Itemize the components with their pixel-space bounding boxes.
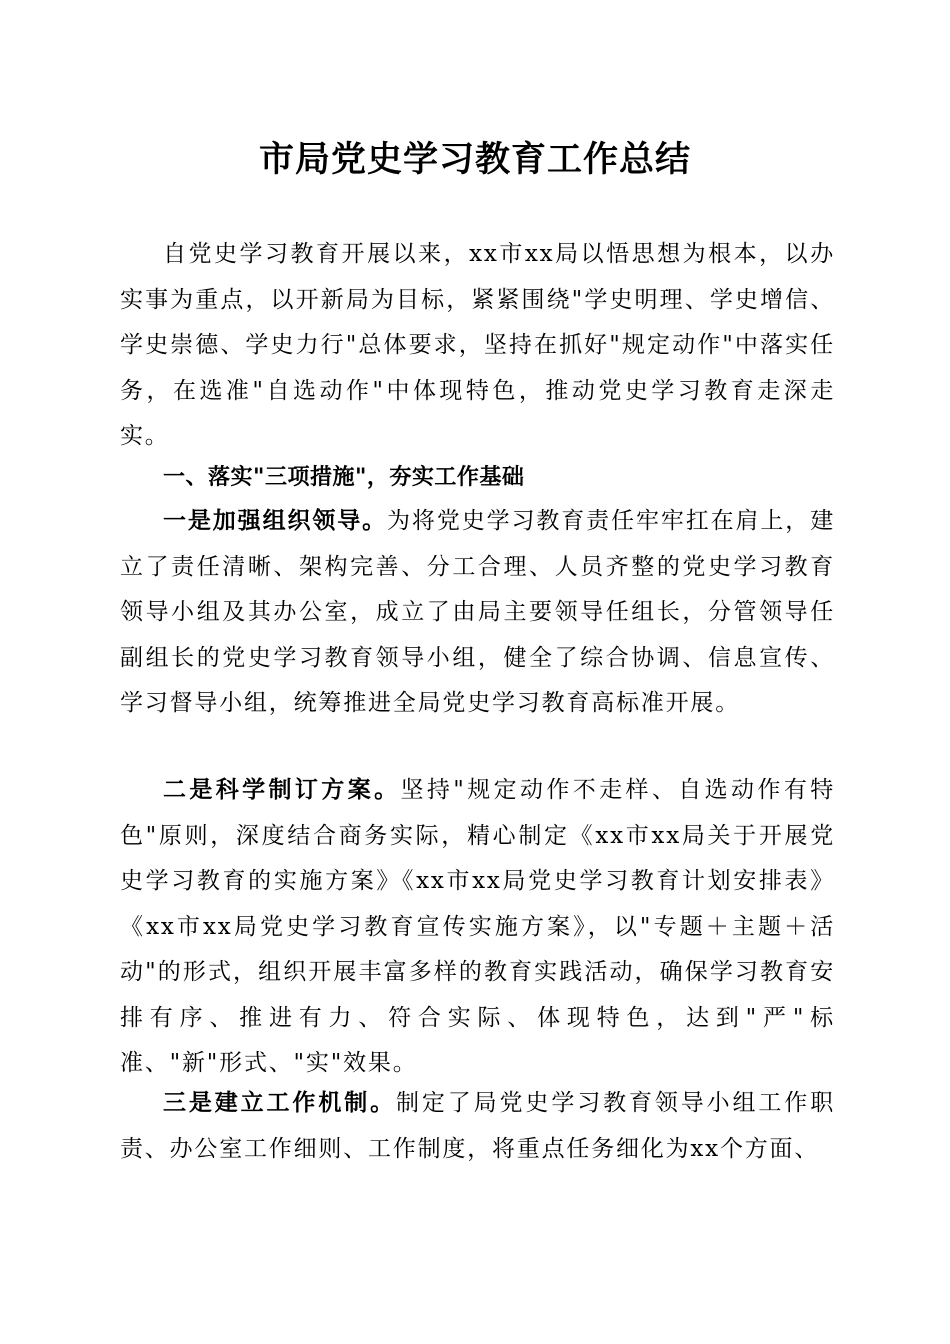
paragraph-organization xyxy=(120,498,835,727)
paragraph-lead: 三是建立工作机制。 xyxy=(163,1089,396,1116)
section-heading-1: 一、落实"三项措施"，夯实工作基础 xyxy=(163,465,525,490)
paragraph-text: 制定了局党史学习教育领导小组工作职责、办公室工作细则、工作制度，将重点任务细化为xx个方面、 xyxy=(120,1090,835,1162)
paragraph-text: 坚持"规定动作不走样、自选动作有特色"原则，深度结合商务实际，精心制定《xx市xx局关于开展党史学习教育的实施方案》《xx市xx局党史学习教育计划安排表》《xx市xx局党史学习教育宣传实施方案》，以"专题＋主题＋活动"的形式，组织开展丰富多样的教育实践活动，确保学习教育安排有序、推进有力、符合实际、体现特色，达到"严"标准、"新"形式、"实"效果。 xyxy=(120,777,835,1076)
document-title: 市局党史学习教育工作总结 xyxy=(258,139,691,180)
paragraph-mechanism xyxy=(120,1080,835,1172)
intro-paragraph: 自党史学习教育开展以来，xx市xx局以悟思想为根本，以办实事为重点，以开新局为目标，紧紧围绕"学史明理、学史增信、学史崇德、学史力行"总体要求，坚持在抓好"规定动作"中落实任务，在选准"自选动作"中体现特色，推动党史学习教育走深走实。 xyxy=(120,241,835,449)
paragraph-text: 为将党史学习教育责任牢牢扛在肩上，建立了责任清晰、架构完善、分工合理、人员齐整的党史学习教育领导小组及其办公室，成立了由局主要领导任组长，分管领导任副组长的党史学习教育领导小组，健全了综合协调、信息宣传、学习督导小组，统筹推进全局党史学习教育高标准开展。 xyxy=(120,508,835,716)
paragraph-lead: 二是科学制订方案。 xyxy=(163,776,401,803)
paragraph-plan xyxy=(120,767,835,1087)
paragraph-lead: 一是加强组织领导。 xyxy=(163,507,388,534)
